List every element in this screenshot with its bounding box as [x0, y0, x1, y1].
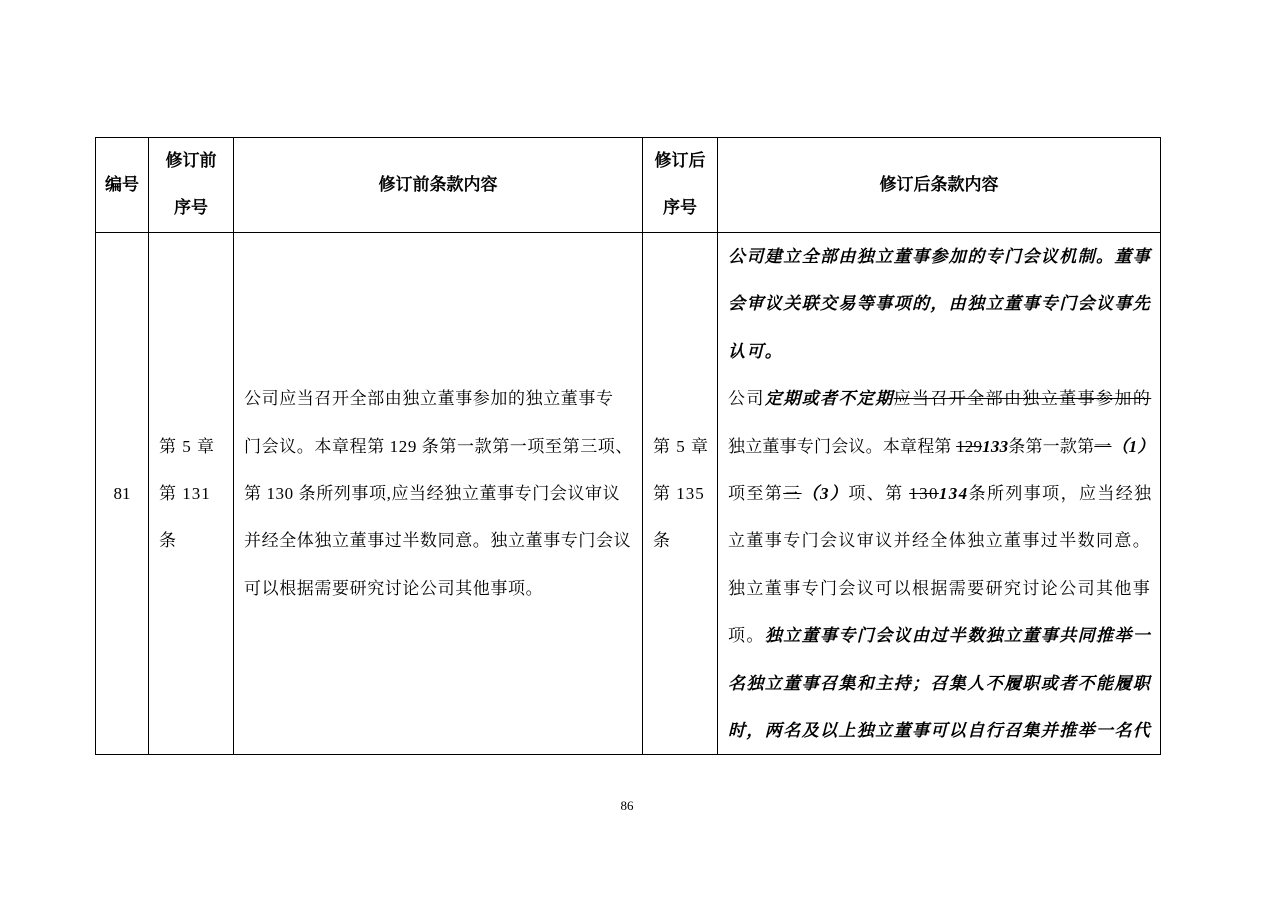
- revision-table: [95, 137, 1161, 755]
- text-line: 并经全体独立董事过半数同意。独立董事专门会议: [244, 531, 632, 551]
- header-number-label: 编号: [105, 174, 139, 195]
- cell-before-content: [234, 233, 643, 755]
- text-line: [728, 565, 1158, 612]
- header-after-seq-line: 序号: [663, 198, 697, 218]
- cell-number: [96, 233, 149, 755]
- text-line: [728, 612, 1158, 659]
- header-after-content-label: 修订后条款内容: [879, 174, 999, 195]
- deleted-text: 130: [909, 483, 939, 503]
- text-segment: 立董事专门会议审议并经全体独立董事过半数同意。: [728, 531, 1152, 551]
- table-row: [96, 233, 1161, 755]
- text-line: 第 135: [653, 483, 705, 503]
- text-line: [728, 375, 1158, 422]
- text-segment: 项至第: [728, 483, 784, 503]
- cell-after-content: [718, 233, 1161, 755]
- text-line: [728, 328, 1158, 375]
- table-header-row: [96, 138, 1161, 233]
- text-line: 公司应当召开全部由独立董事参加的独立董事专: [244, 389, 614, 409]
- inserted-text: 名独立董事召集和主持；召集人不履职或者不能履职: [728, 673, 1152, 693]
- deleted-text: 129: [956, 436, 983, 456]
- text-line: [728, 660, 1158, 707]
- header-before-seq: [149, 138, 234, 233]
- inserted-text: 会审议关联交易等事项的，由独立董事专门会议事先: [728, 294, 1152, 314]
- text-line: [728, 423, 1158, 470]
- text-line: [728, 233, 1158, 280]
- text-line: 第 5 章: [653, 436, 709, 456]
- page-number: 86: [620, 798, 634, 813]
- header-after-seq: [643, 138, 718, 233]
- text-segment: 项、第: [848, 483, 910, 503]
- inserted-text: 独立董事专门会议由过半数独立董事共同推举一: [764, 626, 1152, 646]
- deleted-text: 三: [783, 483, 802, 503]
- cell-after-seq: [643, 233, 718, 755]
- inserted-text: 134: [938, 483, 969, 503]
- inserted-text: 定期或者不定期: [764, 389, 894, 409]
- header-after-seq-line: 修订后: [654, 151, 706, 171]
- inserted-text: （1）: [1111, 436, 1155, 456]
- text-segment: 独立董事专门会议可以根据需要研究讨论公司其他事: [728, 578, 1152, 598]
- text-line: [728, 470, 1158, 517]
- text-segment: 公司: [728, 389, 765, 409]
- cell-before-seq: [149, 233, 234, 755]
- inserted-text: 认可。: [728, 341, 784, 361]
- text-line: [728, 707, 1158, 754]
- row-number: 81: [113, 483, 131, 503]
- deleted-text: 应当召开全部由独立董事参加的: [893, 389, 1152, 409]
- inserted-text: 时，两名及以上独立董事可以自行召集并推举一名代: [728, 720, 1152, 740]
- text-line: [728, 517, 1158, 564]
- text-line: 可以根据需要研究讨论公司其他事项。: [244, 578, 544, 598]
- text-segment: 项。: [728, 626, 765, 646]
- text-segment: 条第一款第: [1008, 436, 1095, 456]
- text-segment: 条所列事项，应当经独: [968, 483, 1153, 503]
- text-line: 门会议。本章程第 129 条第一款第一项至第三项、: [244, 436, 633, 456]
- text-line: 条: [159, 531, 177, 551]
- inserted-text: （3）: [801, 483, 849, 503]
- inserted-text: 133: [982, 436, 1009, 456]
- header-after-content: [718, 138, 1161, 233]
- text-segment: 独立董事专门会议。本章程第: [728, 436, 957, 456]
- text-line: 第 131: [159, 483, 211, 503]
- after-content-lines: [728, 233, 1158, 754]
- inserted-text: 公司建立全部由独立董事参加的专门会议机制。董事: [728, 247, 1152, 266]
- text-line: [728, 280, 1158, 327]
- text-line: 条: [653, 531, 671, 551]
- header-before-seq-line: 序号: [174, 198, 208, 218]
- text-line: 第 130 条所列事项,应当经独立董事专门会议审议: [244, 483, 621, 503]
- deleted-text: 一: [1094, 436, 1112, 456]
- header-number: [96, 138, 149, 233]
- header-before-content: [234, 138, 643, 233]
- text-line: 第 5 章: [159, 436, 215, 456]
- header-before-content-label: 修订前条款内容: [378, 174, 498, 195]
- header-before-seq-line: 修订前: [165, 151, 217, 171]
